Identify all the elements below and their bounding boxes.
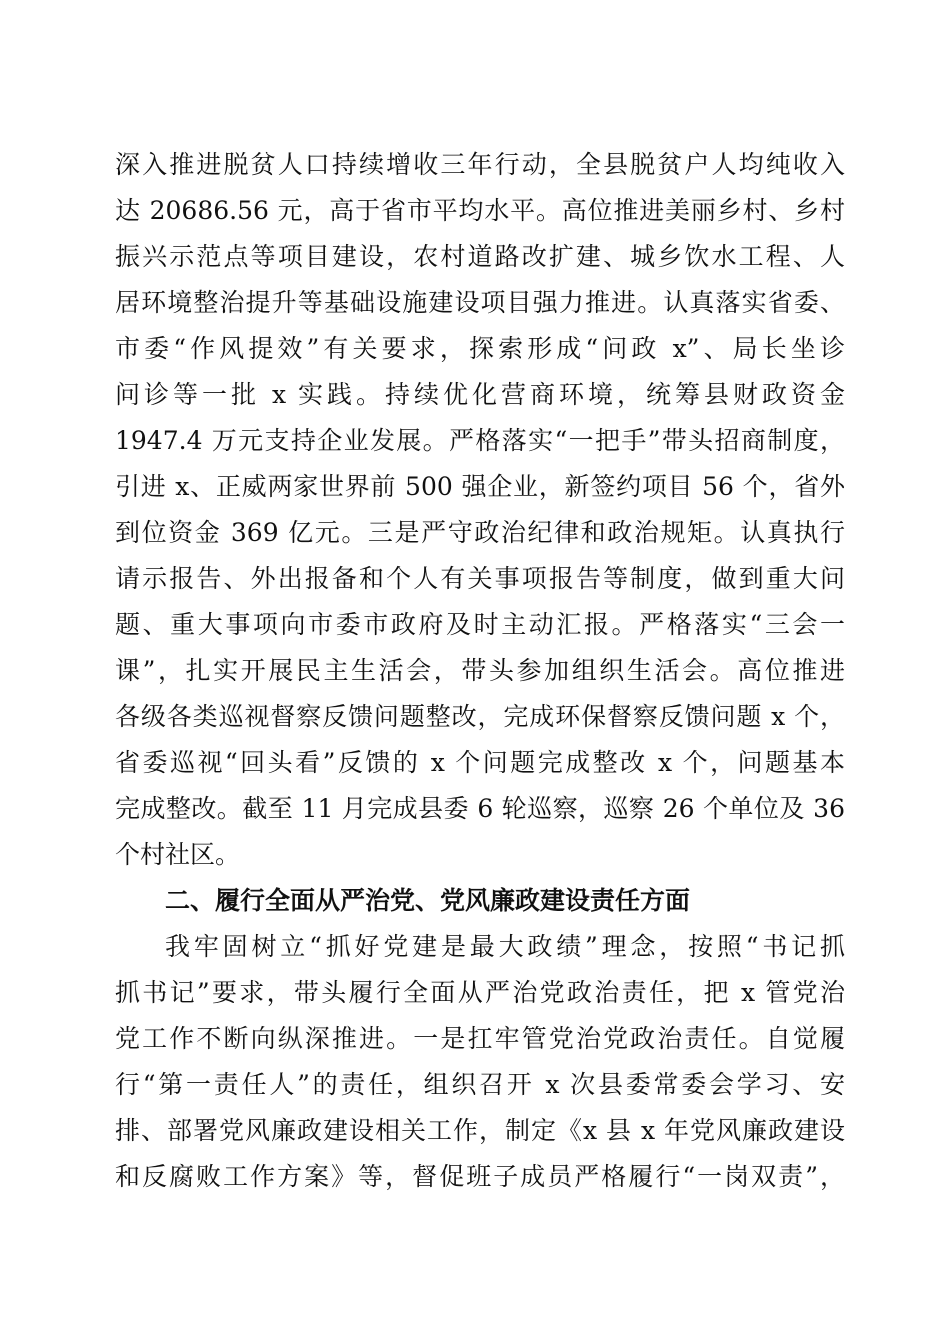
paragraph-line: 居环境整治提升等基础设施建设项目强力推进。认真落实省委、 (115, 288, 845, 317)
paragraph-line: 问诊等一批 x 实践。持续优化营商环境，统筹县财政资金 (115, 380, 845, 409)
paragraph-line: 1947.4 万元支持企业发展。严格落实“一把手”带头招商制度， (115, 426, 845, 455)
paragraph-line: 行“第一责任人”的责任，组织召开 x 次县委常委会学习、安 (115, 1070, 845, 1099)
paragraph-line: 达 20686.56 元，高于省市平均水平。高位推进美丽乡村、乡村 (115, 196, 845, 225)
paragraph-line: 省委巡视“回头看”反馈的 x 个问题完成整改 x 个，问题基本 (115, 748, 845, 777)
paragraph-line: 市委“作风提效”有关要求，探索形成“问政 x”、局长坐诊 (115, 334, 845, 363)
paragraph-line: 党工作不断向纵深推进。一是扛牢管党治党政治责任。自觉履 (115, 1024, 845, 1053)
paragraph-line: 课”，扎实开展民主生活会，带头参加组织生活会。高位推进 (115, 656, 845, 685)
paragraph-line: 和反腐败工作方案》等，督促班子成员严格履行“一岗双责”， (115, 1162, 845, 1191)
paragraph-line: 完成整改。截至 11 月完成县委 6 轮巡察，巡察 26 个单位及 36 (115, 794, 845, 823)
paragraph-line: 到位资金 369 亿元。三是严守政治纪律和政治规矩。认真执行 (115, 518, 845, 547)
paragraph-line: 排、部署党风廉政建设相关工作，制定《x 县 x 年党风廉政建设 (115, 1116, 845, 1145)
paragraph-line: 引进 x、正威两家世界前 500 强企业，新签约项目 56 个，省外 (115, 472, 845, 501)
document-body (115, 142, 845, 1200)
paragraph-line: 振兴示范点等项目建设，农村道路改扩建、城乡饮水工程、人 (115, 242, 845, 271)
section-heading: 二、履行全面从严治党、党风廉政建设责任方面 (165, 886, 691, 915)
paragraph-first-line: 我牢固树立“抓好党建是最大政绩”理念，按照“书记抓 (165, 932, 845, 961)
paragraph-line: 请示报告、外出报备和个人有关事项报告等制度，做到重大问 (115, 564, 845, 593)
paragraph-line: 各级各类巡视督察反馈问题整改，完成环保督察反馈问题 x 个， (115, 702, 845, 731)
paragraph-line: 抓书记”要求，带头履行全面从严治党政治责任，把 x 管党治 (115, 978, 845, 1007)
paragraph-line: 题、重大事项向市委市政府及时主动汇报。严格落实“三会一 (115, 610, 845, 639)
paragraph-line-last: 个村社区。 (115, 840, 241, 869)
paragraph-line: 深入推进脱贫人口持续增收三年行动，全县脱贫户人均纯收入 (115, 150, 845, 179)
